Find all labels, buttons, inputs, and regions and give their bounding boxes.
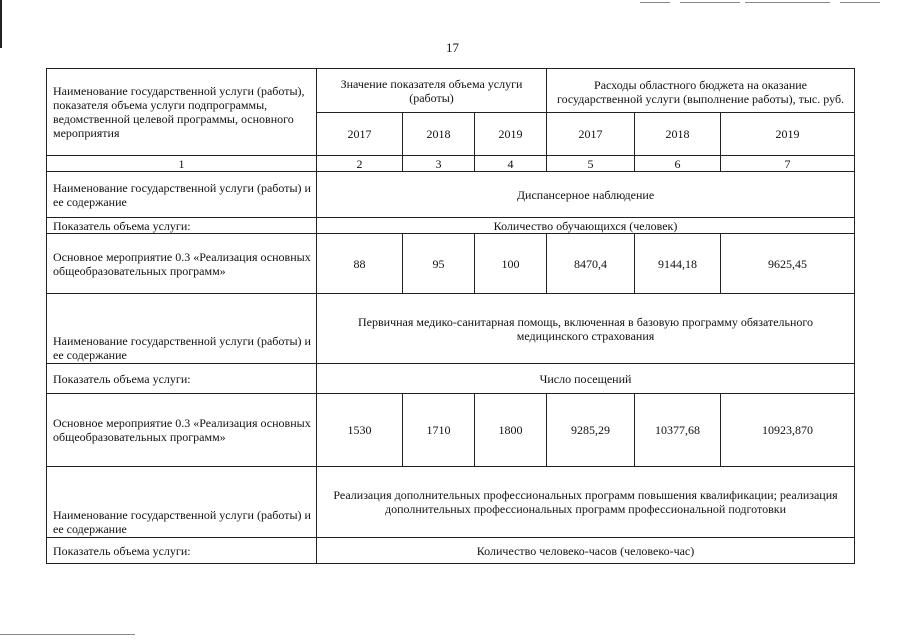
- header-volume-group: Значение показателя объема услуги (работы): [317, 69, 547, 113]
- scan-mark-top: [840, 2, 880, 3]
- service-label: Наименование государственной услуги (работы) и ее содержание: [47, 294, 317, 364]
- header-year: 2017: [317, 113, 403, 156]
- scan-mark-top: [640, 2, 670, 3]
- indicator-label: Показатель объема услуги:: [47, 538, 317, 564]
- value-cell: 88: [317, 234, 403, 294]
- service-label: Наименование государственной услуги (работы) и ее содержание: [47, 172, 317, 218]
- column-number: 5: [547, 156, 635, 172]
- column-number-row: [47, 156, 855, 172]
- column-number: 6: [635, 156, 721, 172]
- activity-label: Основное мероприятие 0.3 «Реализация основных общеобразовательных программ»: [47, 234, 317, 294]
- scan-mark-top: [745, 2, 830, 3]
- header-budget-group: Расходы областного бюджета на оказание государственной услуги (выполнение работы), тыс. руб.: [547, 69, 855, 113]
- header-row-groups: [47, 69, 855, 113]
- header-year: 2017: [547, 113, 635, 156]
- indicator-row: [47, 218, 855, 234]
- header-year: 2018: [403, 113, 475, 156]
- value-cell: 100: [475, 234, 547, 294]
- service-value: Первичная медико-санитарная помощь, включенная в базовую программу обязательного медицинского страхования: [317, 294, 855, 364]
- scan-mark-bottom: [0, 634, 135, 635]
- indicator-label: Показатель объема услуги:: [47, 218, 317, 234]
- column-number: 3: [403, 156, 475, 172]
- value-cell: 10377,68: [635, 394, 721, 467]
- service-row: [47, 467, 855, 538]
- value-cell: 8470,4: [547, 234, 635, 294]
- value-cell: 1530: [317, 394, 403, 467]
- indicator-label: Показатель объема услуги:: [47, 364, 317, 394]
- value-cell: 95: [403, 234, 475, 294]
- scan-mark-top: [680, 2, 740, 3]
- services-table: [46, 68, 855, 564]
- indicator-value: Число посещений: [317, 364, 855, 394]
- header-year: 2019: [475, 113, 547, 156]
- value-cell: 9625,45: [721, 234, 855, 294]
- value-cell: 1710: [403, 394, 475, 467]
- service-row: [47, 172, 855, 218]
- column-number: 1: [47, 156, 317, 172]
- header-name-column: Наименование государственной услуги (работы), показателя объема услуги подпрограммы, ведомственной целевой программы, основного мероприятия: [47, 69, 317, 156]
- indicator-value: Количество обучающихся (человек): [317, 218, 855, 234]
- indicator-value: Количество человеко-часов (человеко-час): [317, 538, 855, 564]
- service-value: Диспансерное наблюдение: [317, 172, 855, 218]
- service-value: Реализация дополнительных профессиональных программ повышения квалификации; реализация дополнительных профессиональных программ профессиональной подготовки: [317, 467, 855, 538]
- activity-row: [47, 394, 855, 467]
- service-row: [47, 294, 855, 364]
- value-cell: 10923,870: [721, 394, 855, 467]
- value-cell: 1800: [475, 394, 547, 467]
- column-number: 2: [317, 156, 403, 172]
- value-cell: 9285,29: [547, 394, 635, 467]
- header-year: 2018: [635, 113, 721, 156]
- activity-label: Основное мероприятие 0.3 «Реализация основных общеобразовательных программ»: [47, 394, 317, 467]
- column-number: 7: [721, 156, 855, 172]
- activity-row: [47, 234, 855, 294]
- service-label: Наименование государственной услуги (работы) и ее содержание: [47, 467, 317, 538]
- indicator-row: [47, 364, 855, 394]
- header-year: 2019: [721, 113, 855, 156]
- indicator-row: [47, 538, 855, 564]
- page-number: 17: [446, 40, 459, 55]
- column-number: 4: [475, 156, 547, 172]
- value-cell: 9144,18: [635, 234, 721, 294]
